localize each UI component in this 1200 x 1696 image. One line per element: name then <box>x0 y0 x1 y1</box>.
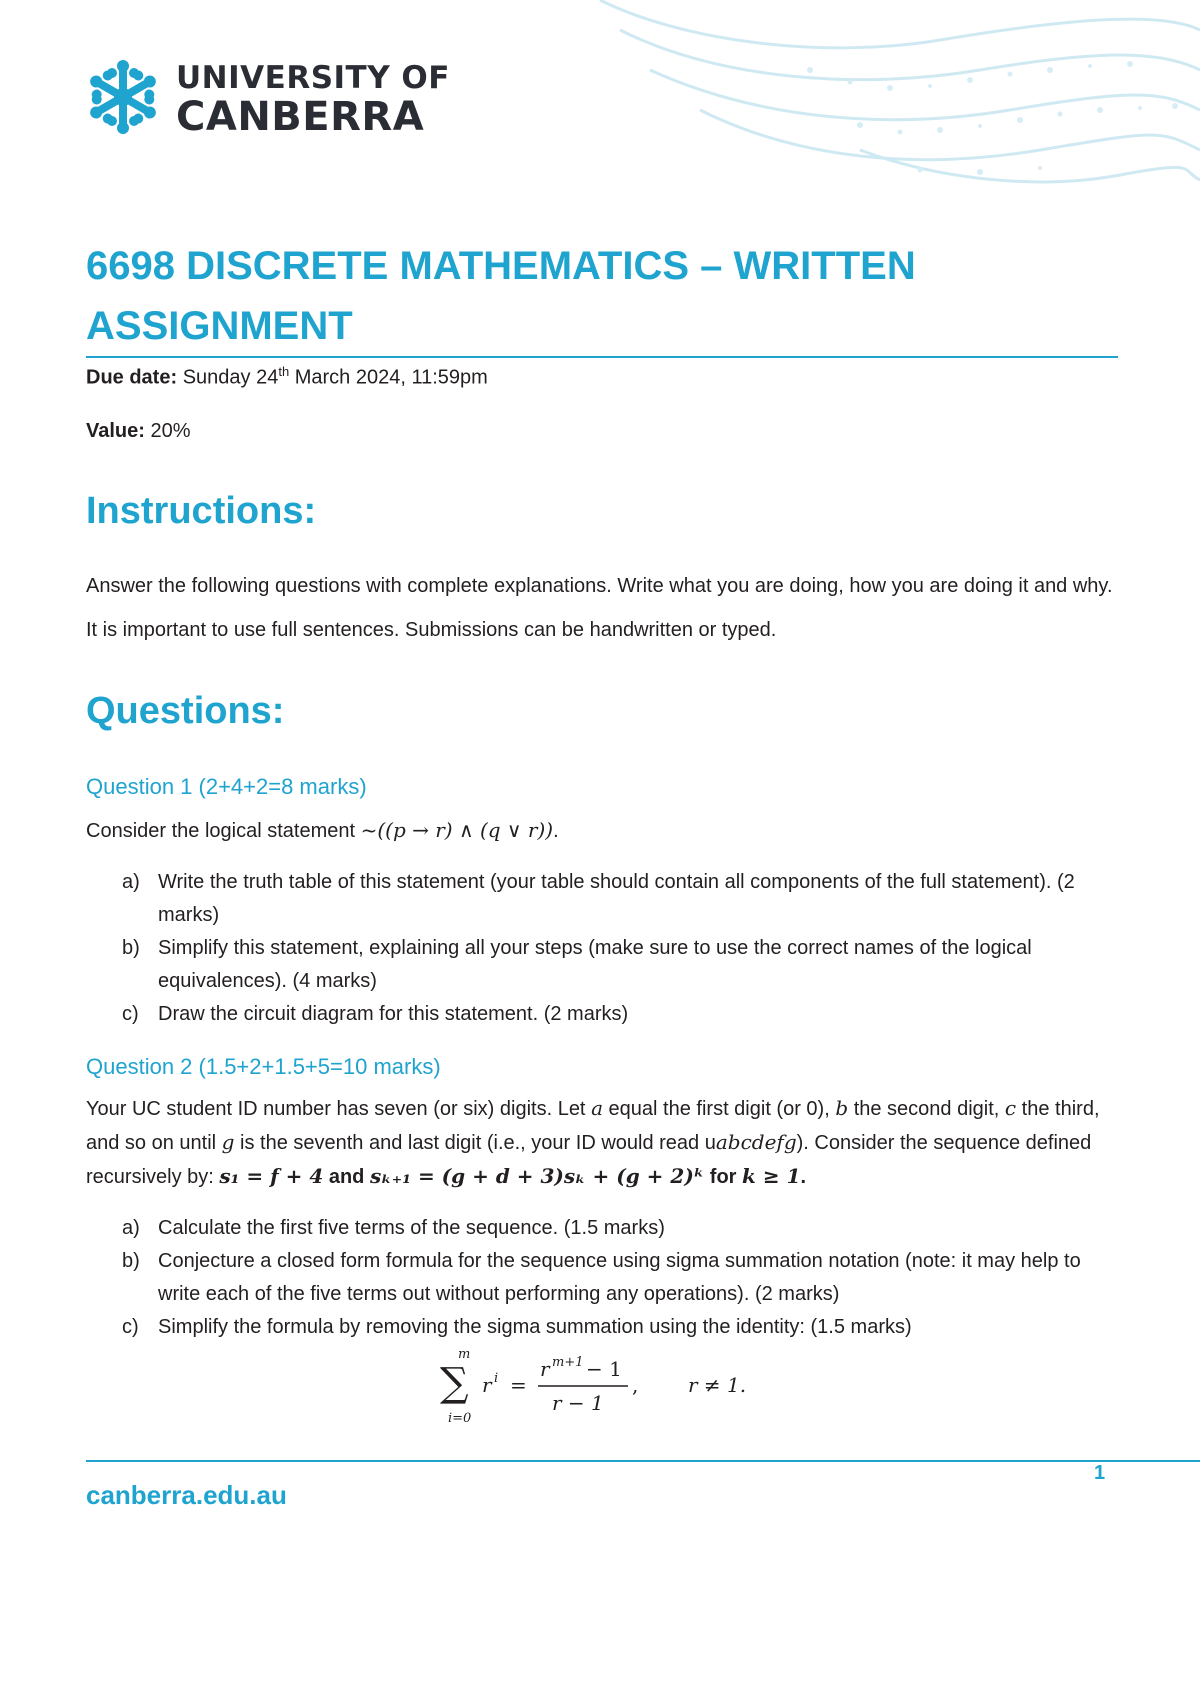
instructions-text: Answer the following questions with complete explanations. Write what you are doing, how you are doing it and why. It is important to use full sentences. Submissions can be handwritten or typed. <box>86 575 1113 641</box>
list-item: c) Draw the circuit diagram for this statement. (2 marks) <box>122 1003 629 1025</box>
numerator-exponent: m+1 <box>552 1355 584 1370</box>
sum-lower-limit: i=0 <box>448 1411 472 1426</box>
value-label: Value: <box>86 420 145 442</box>
instructions-heading: Instructions: <box>86 490 317 532</box>
denominator: r − 1 <box>552 1391 604 1415</box>
q1-intro-text: Consider the logical statement <box>86 820 361 842</box>
equals-sign: = <box>510 1373 527 1397</box>
question-2-intro: Your UC student ID number has seven (or six) digits. Let a equal the first digit (or 0), b the second digit, c the third, and so on until g is the seventh and last digit (i.e., your ID would read uabcdefg). Consider the sequence defined recursively by: s₁ = f + 4 and sₖ₊₁ = (g + d + 3)sₖ + (g + 2)ᵏ for k ≥ 1. <box>86 1096 1100 1188</box>
question-1-parts <box>86 866 1116 1031</box>
assignment-value <box>86 420 191 443</box>
footer-url: canberra.edu.au <box>86 1480 287 1510</box>
list-item: c) Simplify the formula by removing the sigma summation using the identity: (1.5 marks) <box>122 1316 912 1338</box>
due-date-sup: th <box>278 364 290 379</box>
q1-intro-end: . <box>553 820 559 842</box>
due-date-label: Due date: <box>86 366 178 389</box>
list-item: a) Write the truth table of this statement (your table should contain all components of the full statement). (2 marks) <box>122 871 1075 926</box>
question-2-parts <box>86 1212 1116 1344</box>
question-2-heading: Question 2 (1.5+2+1.5+5=10 marks) <box>86 1054 441 1079</box>
q2-recurrence: sₖ₊₁ = (g + d + 3)sₖ + (g + 2)ᵏ <box>369 1164 705 1188</box>
numerator-base: r <box>540 1357 550 1381</box>
list-item: b) Conjecture a closed form formula for the sequence using sigma summation notation (note: it may help to write each of the five terms out without performing any operations). (2 marks) <box>122 1250 1081 1305</box>
geometric-series-identity <box>440 1346 820 1426</box>
formula-condition: r ≠ 1. <box>688 1373 747 1397</box>
q2-base-case: s₁ = f + 4 <box>219 1164 324 1188</box>
footer-divider <box>86 1460 1200 1462</box>
sum-term: r <box>482 1373 492 1397</box>
due-date <box>86 364 488 390</box>
due-date-day: Sunday 24 <box>182 366 279 389</box>
list-item: b) Simplify this statement, explaining all your steps (make sure to use the correct names of the logical equivalences). (4 marks) <box>122 937 1032 992</box>
list-item: a) Calculate the first five terms of the sequence. (1.5 marks) <box>122 1217 665 1239</box>
questions-heading: Questions: <box>86 690 285 732</box>
question-1-heading: Question 1 (2+4+2=8 marks) <box>86 774 367 799</box>
university-logo <box>84 58 450 141</box>
sum-upper-limit: m <box>458 1347 471 1362</box>
q1-logical-statement: ~((p → r) ∧ (q ∨ r)) <box>360 818 554 842</box>
question-1-intro <box>86 814 1116 848</box>
header-wave-artwork <box>560 0 1200 200</box>
title-divider <box>86 356 1118 358</box>
numerator-rest: − 1 <box>586 1357 622 1381</box>
due-date-rest: March 2024, 11:59pm <box>289 366 488 389</box>
logo-line-2: CANBERRA <box>176 94 425 140</box>
page-number: 1 <box>1094 1462 1106 1484</box>
sigma-symbol: ∑ <box>440 1360 469 1406</box>
sum-term-exponent: i <box>494 1371 499 1386</box>
value-text: 20% <box>150 420 191 442</box>
formula-comma: , <box>632 1373 639 1397</box>
logo-line-1: UNIVERSITY OF <box>176 60 450 96</box>
page-title: 6698 DISCRETE MATHEMATICS – WRITTEN ASSIGNMENT <box>86 244 916 348</box>
snowflake-logo-icon <box>84 58 162 136</box>
